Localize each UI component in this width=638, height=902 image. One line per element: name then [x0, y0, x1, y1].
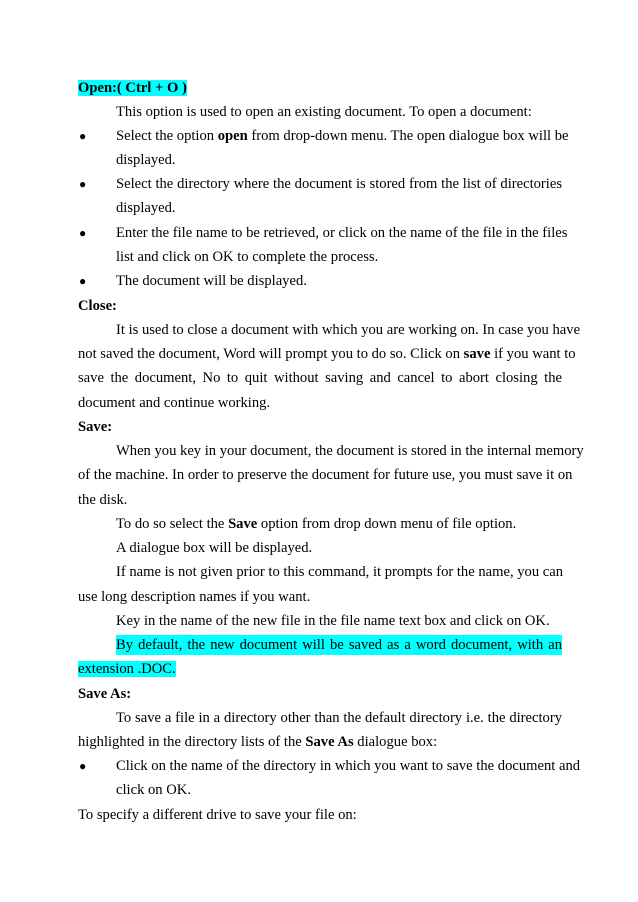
- save-p5: Key in the name of the new file in the file name text box and click on OK.: [116, 613, 550, 629]
- close-line-4: document and continue working.: [78, 395, 271, 411]
- bullet-icon: ●: [79, 177, 87, 191]
- open-heading: [78, 78, 562, 98]
- bullet-icon: ●: [79, 274, 87, 288]
- open-bullet-2-line-2: displayed.: [116, 200, 176, 216]
- open-bullet-1-line-1: Select the option open from drop-down menu. The open dialogue box will be: [116, 128, 569, 144]
- save-as-heading: Save As:: [78, 686, 132, 702]
- save-p1-line-1: When you key in your document, the document is stored in the internal memory: [116, 443, 584, 459]
- save-p3: A dialogue box will be displayed.: [116, 540, 313, 556]
- save-p4-line-1: If name is not given prior to this command, it prompts for the name, you can: [116, 564, 564, 580]
- open-bullet-1-line-2: displayed.: [116, 152, 176, 168]
- save-p4-line-2: use long description names if you want.: [78, 589, 311, 605]
- save-as-p1-line-1: To save a file in a directory other than the default directory i.e. the directory: [116, 710, 562, 726]
- open-intro: This option is used to open an existing document. To open a document:: [116, 104, 532, 120]
- bullet-icon: ●: [79, 759, 87, 773]
- save-p2: To do so select the Save option from drop down menu of file option.: [116, 516, 517, 532]
- close-line-3: save the document, No to quit without saving and cancel to abort closing the: [78, 370, 562, 386]
- save-p6-line-2: extension .DOC.: [78, 661, 176, 677]
- close-line-1: It is used to close a document with which you are working on. In case you have: [116, 322, 581, 338]
- close-heading: Close:: [78, 298, 117, 314]
- bullet-icon: ●: [79, 226, 87, 240]
- save-as-bullet-1-line-2: click on OK.: [116, 782, 191, 798]
- open-bullet-3-line-2: list and click on OK to complete the process.: [116, 249, 379, 265]
- save-p1-line-2: of the machine. In order to preserve the document for future use, you must save it on: [78, 467, 573, 483]
- save-as-bullet-1-line-1: Click on the name of the directory in which you want to save the document and: [116, 758, 581, 774]
- save-heading: Save:: [78, 419, 113, 435]
- open-bullet-2-line-1: Select the directory where the document is stored from the list of directories: [116, 176, 562, 192]
- save-as-last-line: To specify a different drive to save your file on:: [78, 807, 357, 823]
- open-bullet-4-line-1: The document will be displayed.: [116, 273, 307, 289]
- open-bullet-3-line-1: Enter the file name to be retrieved, or click on the name of the file in the files: [116, 225, 568, 241]
- save-p1-line-3: the disk.: [78, 492, 128, 508]
- close-line-2: not saved the document, Word will prompt you to do so. Click on save if you want to: [78, 346, 576, 362]
- save-as-p1-line-2: highlighted in the directory lists of the Save As dialogue box:: [78, 734, 438, 750]
- save-p6-line-1: By default, the new document will be saved as a word document, with an: [116, 637, 562, 653]
- open-heading-text: Open:( Ctrl + O ): [78, 80, 187, 96]
- bullet-icon: ●: [79, 129, 87, 143]
